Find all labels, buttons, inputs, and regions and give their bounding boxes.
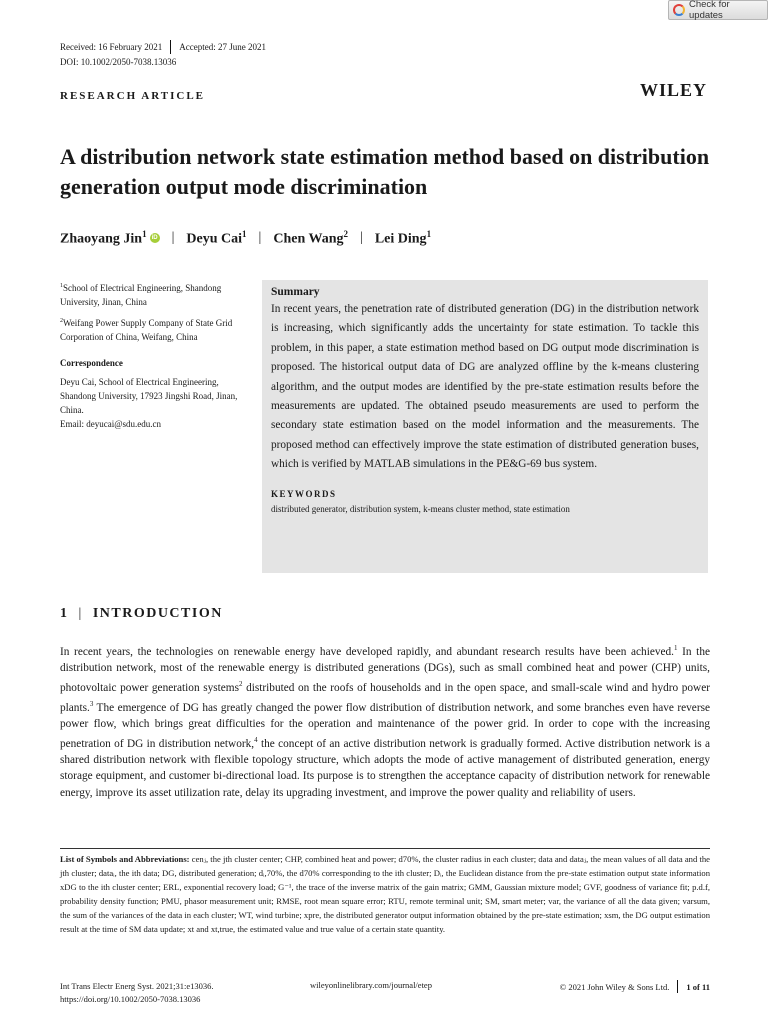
footer-citation <box>60 980 214 1006</box>
keywords-heading: KEYWORDS <box>271 488 337 499</box>
author-separator: | <box>171 230 175 246</box>
section-title: INTRODUCTION <box>92 606 223 621</box>
dates-line <box>60 40 266 54</box>
affiliation: $^1$School of Electrical Engineering, Shandong University, Jinan, China <box>60 283 222 307</box>
author-name[interactable]: Lei Ding$^1$ <box>374 229 432 247</box>
introduction-paragraph: In recent years, the technologies on renewable energy have developed rapidly, and abundant research results have been achieved.$^1$ In the distribution network, most of the renewable energy is distributed generations (DGs), such as small combined heat and power (CHP) units, photovoltaic power generation systems$^2$ distributed on the roofs of households and in the open space, and small-scale wind and hydro power plants.$^3$ The emergence of DG has greatly changed the power flow distribution of distribution network, and some branches even have reverse power flow, which brings great difficulties for the operation and maintenance of the power grid. In order to cope with the increasing penetration of DG in distribution network,$^4$ the concept of an active distribution network is gradually formed. Active distribution network is a shared distribution network with flexible topology structure, which adopts the mode of active management of distributed generation, energy storage equipment, and customer bi-directional load. Its purpose is to strengthen the acceptance capacity of distribution network for renewable energy, improve its asset utilization rate, delay its upgrading investment, and improve the power quality and reliability of users. <box>60 644 710 799</box>
author-separator: | <box>258 230 262 246</box>
check-updates-label: Check for updates <box>689 0 730 21</box>
summary-text: In recent years, the penetration rate of distributed generation (DG) in the distribution network is increasing, which significantly adds the uncertainty for state estimation. To tackle this problem, in this paper, a state estimation method based on DG output mode discrimination is proposed. The historical output data of DG are analyzed offline by the k-means clustering algorithm, and the output modes are identified by the pre-state estimation results before the measurements are updated. The obtained pseudo measurements are used to perform the secondary state estimation based on the model information and the measurements. The proposed method can effectively improve the state estimation of distributed generation buses, which is verified by MATLAB simulations in the PE&G-69 bus system. <box>271 303 699 471</box>
reference-link[interactable]: 4 <box>254 736 258 745</box>
affiliation: $^2$Weifang Power Supply Company of State Grid Corporation of China, Weifang, China <box>60 318 233 342</box>
abbreviations-text: cenⱼ, the jth cluster center; CHP, combined heat and power; d70%, the cluster radius in each cluster; data and dataⱼ, the mean values of all data and the jth cluster; dataᵢ, the ith data; DG, distributed generation; dᵢ,70%, the d70% corresponding to the ith cluster; Dᵢ, the Euclidean distance from the pre-state estimation output state information xDG to the ith cluster center; ERL, exponential recovery load; G⁻¹, the trace of the inverse matrix of the gain matrix; GMM, Gaussian mixture model; GVF, goodness of variance fit; p.d.f, probability density function; PMU, phasor measurement unit; RMSE, root mean square error; RTU, remote terminal unit; SM, smart meter; var, the variance of all the data given; varsum, the sum of the variances of the data in each cluster; WT, wind turbine; xpre, the distributed generator output information obtained by the pre-state estimation; xsm, the DG output estimation result at the time of SM data update; xt and xt,true, the estimated value and true value of a certain state quantity. <box>60 854 710 934</box>
doi-link[interactable]: https://doi.org/10.1002/2050-7038.13036 <box>60 994 201 1004</box>
affiliations-column <box>60 279 250 436</box>
page-number: 1 of 11 <box>686 981 710 992</box>
received-date: Received: 16 February 2021 <box>60 42 163 52</box>
summary-heading: Summary <box>271 286 320 298</box>
accepted-date: Accepted: 27 June 2021 <box>179 42 266 52</box>
author-list <box>60 229 431 248</box>
abbreviations-heading: List of Symbols and Abbreviations: <box>60 854 190 864</box>
section-heading <box>60 606 223 622</box>
reference-link[interactable]: 3 <box>89 700 94 709</box>
doi: DOI: 10.1002/2050-7038.13036 <box>60 57 177 67</box>
section-separator: | <box>78 606 83 621</box>
author-name[interactable]: Zhaoyang Jin$^1$ <box>60 229 147 247</box>
keywords-text: distributed generator, distribution system, k-means cluster method, state estimation <box>271 503 570 514</box>
correspondence-heading: Correspondence <box>60 358 123 368</box>
abbreviations-list <box>60 848 710 936</box>
footer-right <box>560 980 710 993</box>
publisher-logo: WILEY <box>640 80 708 100</box>
reference-link[interactable]: 2 <box>238 680 243 689</box>
journal-website-link[interactable]: wileyonlinelibrary.com/journal/etep <box>310 980 432 990</box>
copyright: © 2021 John Wiley & Sons Ltd. <box>559 981 670 992</box>
journal-citation: Int Trans Electr Energ Syst. 2021;31:e13036. <box>60 981 214 991</box>
correspondence-email[interactable]: Email: deyucai@sdu.edu.cn <box>60 419 162 429</box>
correspondence-text: Deyu Cai, School of Electrical Engineering, Shandong University, 17923 Jingshi Road, Jinan, China. <box>60 377 238 415</box>
author-separator: | <box>360 230 363 246</box>
author-name[interactable]: Chen Wang$^2$ <box>273 229 349 247</box>
article-type: RESEARCH ARTICLE <box>60 90 206 102</box>
divider <box>677 980 678 993</box>
paper-title: A distribution network state estimation method based on distribution generation output mode discrimination <box>60 144 710 199</box>
summary-box <box>262 280 708 573</box>
check-for-updates-button[interactable] <box>668 0 768 20</box>
crossmark-icon <box>673 4 685 16</box>
reference-link[interactable]: 1 <box>673 644 678 652</box>
author-name[interactable]: Deyu Cai$^1$ <box>186 229 247 247</box>
section-number: 1 <box>60 606 69 621</box>
divider <box>170 40 171 54</box>
orcid-icon[interactable]: iD <box>151 235 158 242</box>
